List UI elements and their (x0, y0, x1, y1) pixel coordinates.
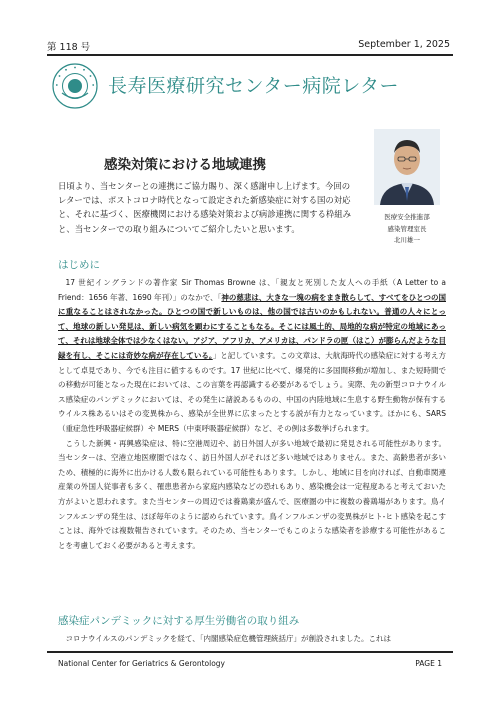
section-heading-intro: はじめに (58, 259, 100, 271)
ncgg-logo (52, 63, 98, 109)
author-dept: 医療安全推進部 (384, 213, 430, 221)
browne-quote: 神の慈悲は、大きな一塊の病をまき散らして、すべてをひとつの国に重なることはされなかった。ひとつの国で新しいものは、他の国では古いのかもしれない。普通の人々にとって、地球の新しい発見は、新しい病気を顕わにすることもなる。そこには風土的、局地的な病が特定の地域にあって、それは地球全体では少なくはない。アジア、アフリカ、アメリカは、パンドラの匣（はこ）が膨らんだような目録を有し、そこには奇妙な病が存在している。 (58, 292, 446, 360)
author-name: 北川雄一 (394, 236, 420, 244)
author-photo (374, 129, 440, 205)
issue-date: September 1, 2025 (358, 39, 450, 50)
footer-rule (47, 651, 453, 653)
section1-body (58, 276, 446, 553)
header-rule (47, 54, 453, 56)
footer-page-number: PAGE 1 (415, 659, 442, 668)
section2-paragraph-1: コロナウイルスのパンデミックを経て、「内閣感染症危機管理統括庁」が創設されました。これは (65, 634, 391, 643)
issue-number: 第 118 号 (47, 42, 91, 53)
author-role: 感染管理室長 (387, 224, 427, 233)
newsletter-title: 長寿医療研究センター病院レター (108, 75, 399, 97)
p1-lead: 17 世紀イングランドの著作家 Sir Thomas Browne は、「親友と死別した友人への手紙（A Letter to a Friend：1656 年著、1690 年刊）」のなかで、「 (58, 278, 446, 302)
section-heading-mhlw: 感染症パンデミックに対する厚生労働省の取り組み (58, 615, 300, 627)
p1-rest: 」と記しています。この文章は、大航海時代の感染症に対する考え方として卓見であり、今でも注目に値するものです。17 世紀に比べて、爆発的に多国間移動が増加し、また短時間での移動が可能となった現在においては、この言葉を再認識する必要があるでしょう。実際、先の新型コロナウイルス感染症のパンデミックにおいては、その発生に諸説あるものの、中国の内陸地域に生息する野生動物が保有するウイルス株あるいはその変異株から、感染が全世界に広まったとする説が有力となっています。ほかにも、SARS（重症急性呼吸器症候群）や MERS（中東呼吸器症候群）など、その例は多数挙げられます。 (58, 350, 447, 433)
article-intro (58, 179, 358, 236)
author-caption (368, 212, 446, 247)
section1-paragraph-2: こうした新興・再興感染症は、特に空港周辺や、訪日外国人が多い地域で最初に発見される可能性があります。当センターは、空港立地医療圏ではなく、訪日外国人がそれほど多い地域ではありません。また、高齢患者が多いため、積極的に海外に出かける人数も限られている可能性もあります。しかし、地域に目を向ければ、自動車関連産業の外国人従事者も多く、罹患患者から家庭内感染などの恐れもあり、感染機会は一定程度あると考えておいた方がよいと思われます。また当センターの周辺では養鶏業が盛んで、医療圏の中に複数の養鶏場があります。鳥インフルエンザの発生は、ほぼ毎年のように認められています。鳥インフルエンザの変異株がヒト-ヒト感染を起こすことは、海外では複数報告されています。そのため、当センターでもこのような感染者を診療する可能性があることを考慮しておく必要があると考えます。 (58, 438, 446, 550)
author-portrait-icon (374, 129, 440, 205)
section1-paragraph-1 (58, 276, 446, 437)
footer-organization: National Center for Geriatrics & Gerontology (58, 659, 225, 668)
intro-paragraph: 日頃より、当センターとの連携にご協力賜り、深く感謝申し上げます。今回のレターでは、ポストコロナ時代となって設定された新感染症に対する国の対応と、それに基づく、医療機関における感染対策および病診連携に関する枠組みと、当センターでの取り組みについてご紹介したいと思います。 (58, 181, 351, 234)
article-subtitle: 感染対策における地域連携 (104, 157, 266, 173)
